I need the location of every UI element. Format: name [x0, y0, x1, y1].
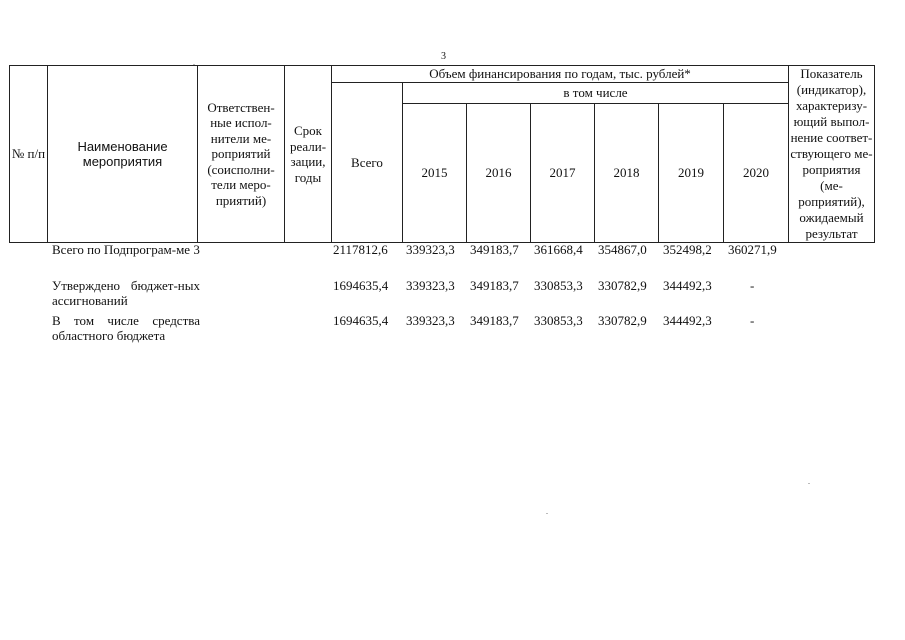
header-year-2020: 2020: [724, 104, 789, 243]
row-2-2020: -: [750, 278, 755, 293]
header-including: в том числе: [403, 83, 789, 104]
row-1-2019: 352498,2: [663, 242, 712, 257]
header-responsible: Ответствен-ные испол-нители ме-роприятий (соисполни-тели меро-приятий): [198, 66, 285, 243]
row-3-2016: 349183,7: [470, 313, 519, 328]
row-3-label: В том числе средства областного бюджета: [52, 313, 200, 343]
row-3-2017: 330853,3: [534, 313, 583, 328]
row-3-2018: 330782,9: [598, 313, 647, 328]
row-1-2020: 360271,9: [728, 242, 777, 257]
header-table: [9, 65, 875, 243]
row-2-2016: 349183,7: [470, 278, 519, 293]
row-2-2018: 330782,9: [598, 278, 647, 293]
header-term: Срок реали-зации, годы: [285, 66, 332, 243]
row-3-2020: -: [750, 313, 755, 328]
row-1-2018: 354867,0: [598, 242, 647, 257]
page-number: 3: [441, 51, 446, 62]
row-3-total: 1694635,4: [333, 313, 389, 328]
row-1-total: 2117812,6: [333, 242, 388, 257]
scan-speck: [808, 483, 810, 484]
row-2-label: Утверждено бюджет-ных ассигнований: [52, 278, 200, 308]
header-year-2015: 2015: [403, 104, 467, 243]
row-2-total: 1694635,4: [333, 278, 389, 293]
row-2-2019: 344492,3: [663, 278, 712, 293]
header-name: Наименование мероприятия: [48, 66, 198, 243]
header-year-2019: 2019: [659, 104, 724, 243]
row-1-2017: 361668,4: [534, 242, 583, 257]
header-total: Всего: [332, 83, 403, 243]
header-year-2016: 2016: [467, 104, 531, 243]
scan-speck: [193, 64, 195, 65]
header-year-2017: 2017: [531, 104, 595, 243]
scan-speck: [546, 513, 548, 514]
row-2-2017: 330853,3: [534, 278, 583, 293]
header-year-2018: 2018: [595, 104, 659, 243]
header-indicator: Показатель (индикатор), характеризу-ющий выпол-нение соответ-ствующего ме-роприятия (ме-роприятий), ожидаемый результат: [790, 66, 873, 241]
row-1-2015: 339323,3: [406, 242, 455, 257]
row-2-2015: 339323,3: [406, 278, 455, 293]
header-financing: Объем финансирования по годам, тыс. рублей*: [332, 66, 789, 83]
row-3-2019: 344492,3: [663, 313, 712, 328]
header-num: № п/п: [10, 66, 48, 243]
row-3-2015: 339323,3: [406, 313, 455, 328]
row-1-label: Всего по Подпрограм-ме 3: [52, 242, 200, 257]
row-1-2016: 349183,7: [470, 242, 519, 257]
